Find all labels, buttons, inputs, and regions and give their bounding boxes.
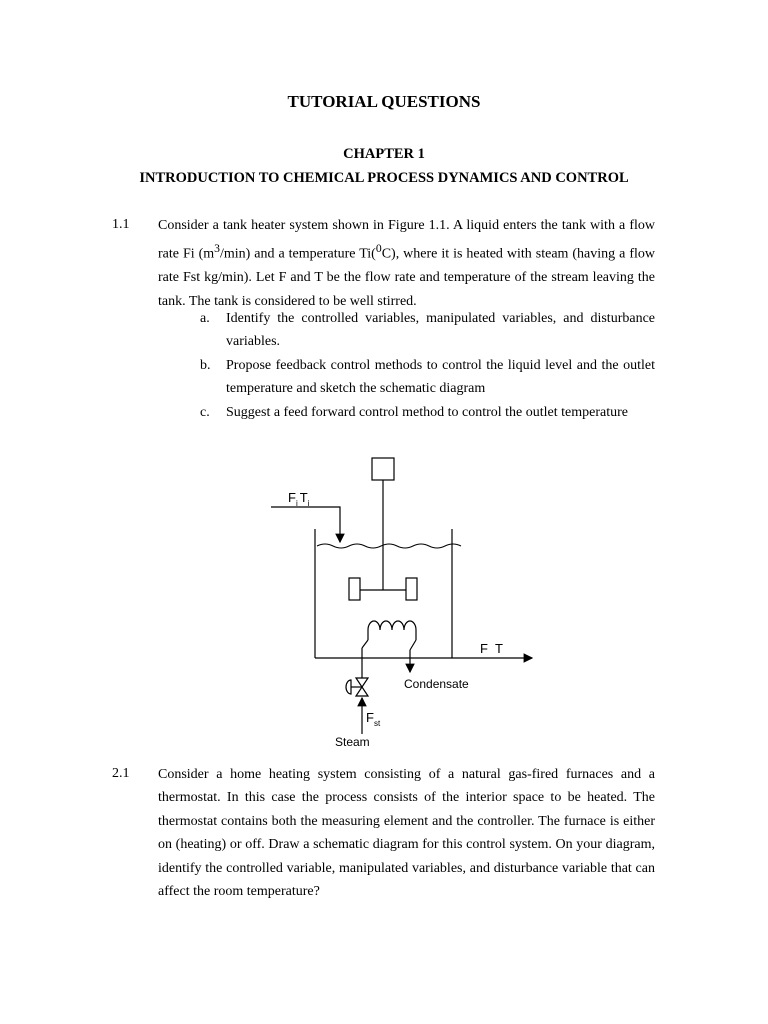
steam-label: Steam [335, 735, 370, 749]
liquid-surface [317, 544, 461, 548]
question-part [200, 354, 655, 401]
part-text: Propose feedback control methods to control the liquid level and the outlet temperature and sketch the schematic diagram [226, 357, 655, 397]
chapter-subtitle: INTRODUCTION TO CHEMICAL PROCESS DYNAMICS AND CONTROL [139, 170, 629, 186]
question-parts-list [200, 307, 655, 424]
motor-box [372, 458, 394, 480]
steam-flow-label: $F_{st}$ [366, 710, 381, 728]
part-letter: b. [200, 357, 211, 373]
tank-heater-diagram [260, 452, 545, 752]
question-text: Consider a home heating system consisting of a natural gas-fired furnaces and a thermostat. In this case the process consists of the interior space to be heated. The thermostat contains both the measuring element and the controller. The furnace is either on (heating) or off. Draw a schematic diagram for this control system. On your diagram, identify the controlled variable, manipulated variables, and disturbance variable that can affect the room temperature? [158, 767, 655, 900]
document-title: TUTORIAL QUESTIONS [287, 92, 481, 111]
condensate-label: Condensate [404, 677, 469, 691]
question-part [200, 307, 655, 354]
inlet-stream-arrow [271, 507, 340, 542]
part-text: Identify the controlled variables, manipulated variables, and disturbance variables. [226, 311, 655, 350]
part-text: Suggest a feed forward control method to control the outlet temperature [226, 404, 628, 420]
inlet-flow-label: $F_i$ $T_i$ [288, 490, 310, 508]
question-text: Consider a tank heater system shown in Figure 1.1. A liquid enters the tank with a flow rate Fi $(m^3/\min)$ and a temperature Ti($^0$C), where it is heated with steam (having a flow rate Fst kg/min). Let F and T be the flow rate and temperature of the stream leaving the tank. The tank is considered to be well stirred. [158, 218, 655, 309]
condensate-line-upper [410, 640, 416, 650]
outlet-flow-label: F T [480, 641, 503, 656]
heating-coil [368, 621, 416, 640]
valve-actuator-icon [346, 680, 351, 694]
question-number: 1.1 [112, 217, 130, 232]
impeller-blade-left [349, 578, 360, 600]
part-letter: a. [200, 311, 210, 326]
impeller-blade-right [406, 578, 417, 600]
part-letter: c. [200, 404, 210, 420]
question-number: 2.1 [112, 766, 130, 781]
chapter-heading: CHAPTER 1 [343, 146, 425, 162]
steam-line-upper [362, 640, 368, 648]
question-part [200, 401, 655, 424]
